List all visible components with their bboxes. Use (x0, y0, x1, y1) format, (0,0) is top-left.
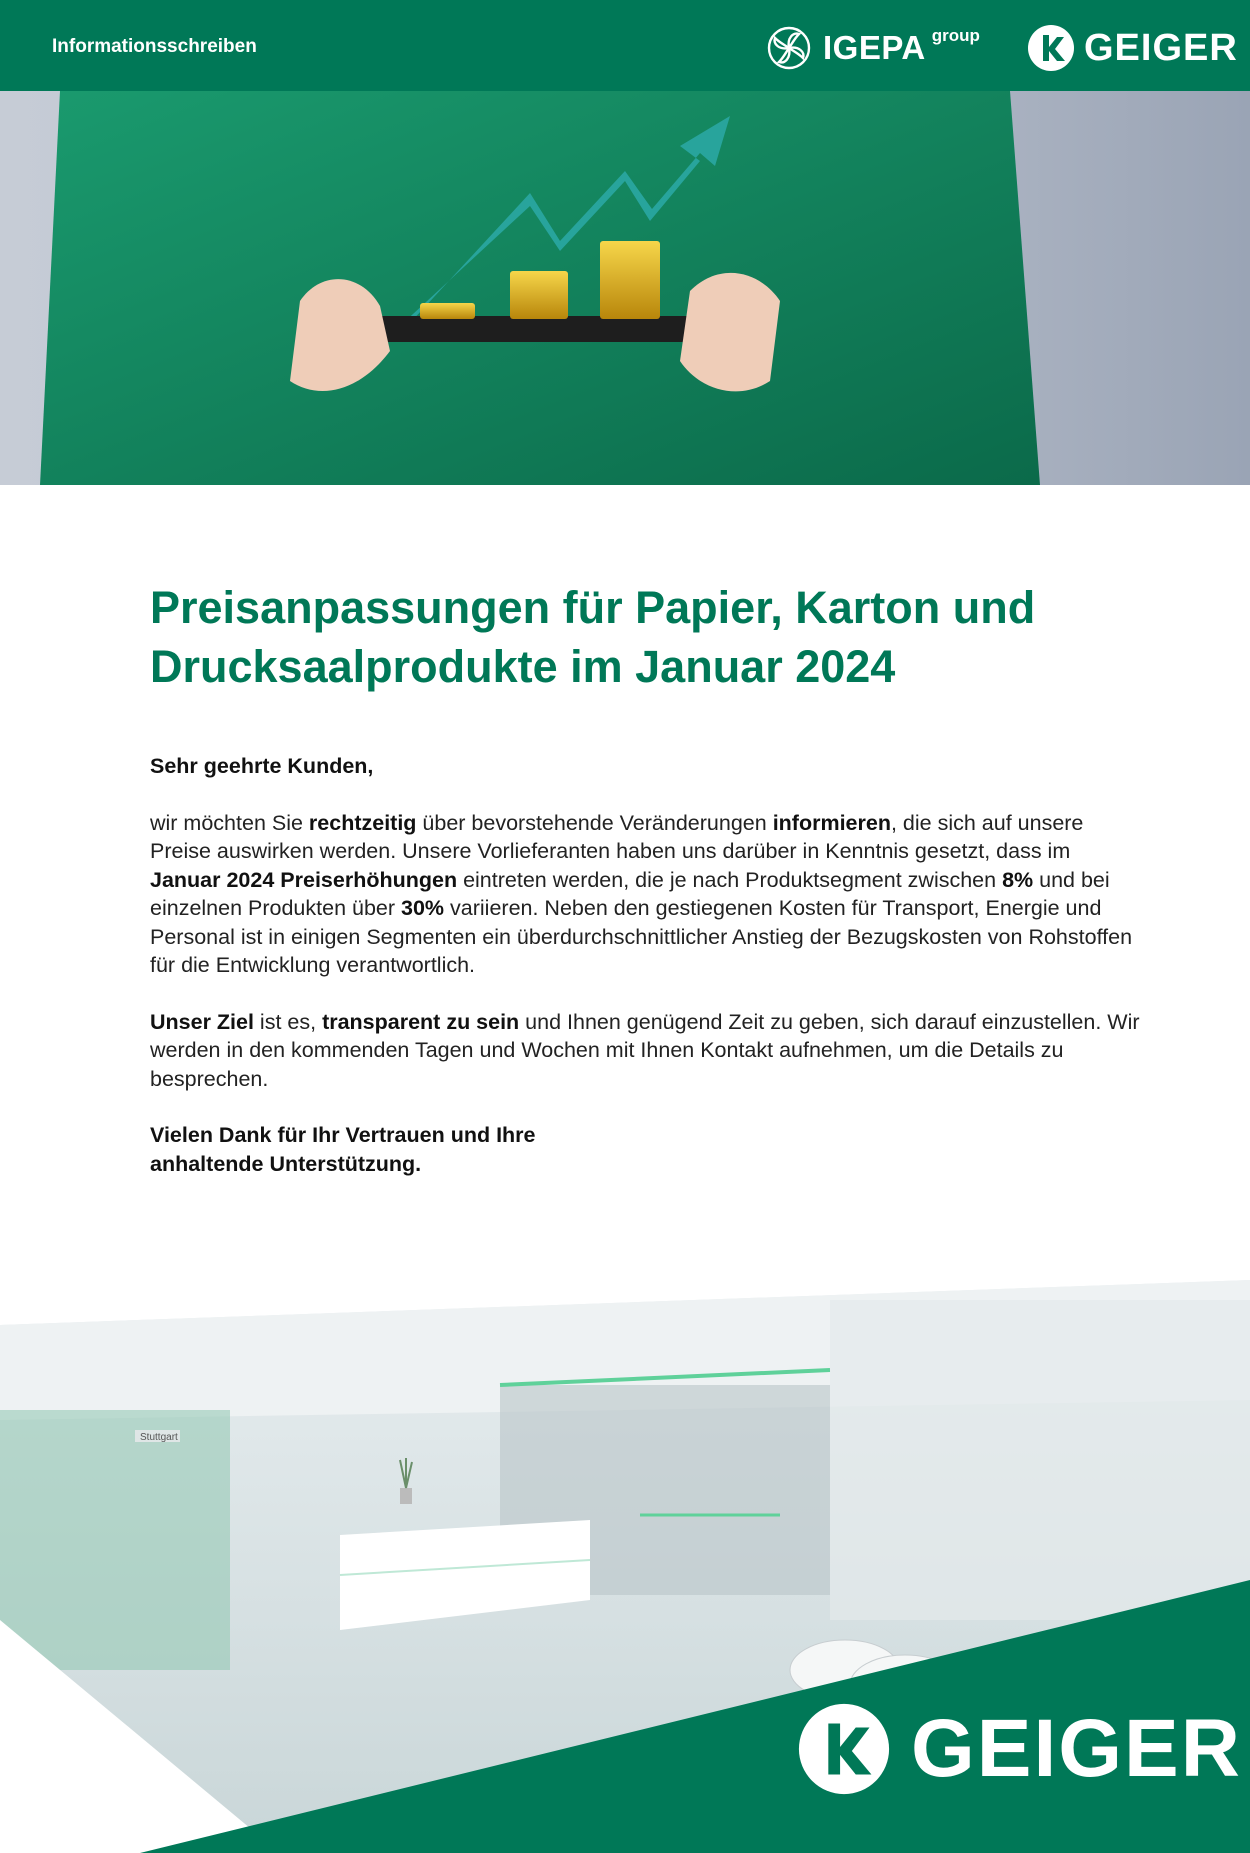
hero-image (0, 91, 1250, 485)
geiger-logo-footer (795, 1700, 1242, 1798)
stuttgart-sign: Stuttgart (140, 1432, 178, 1443)
greeting: Sehr geehrte Kunden, (150, 754, 374, 778)
geiger-mark-icon (1026, 23, 1076, 73)
igepa-flower-icon (765, 24, 813, 72)
hero-illustration (0, 91, 1250, 485)
geiger-logo-text: GEIGER (911, 1703, 1242, 1794)
geiger-mark-icon (795, 1700, 893, 1798)
paragraph-2: Unser Ziel ist es, transparent zu sein und Ihnen genügend Zeit zu geben, sich darauf einzustellen. Wir werden in den kommenden Tagen und Wochen mit Ihnen Kontakt aufnehmen, um die Details zu besprechen. (150, 1009, 1140, 1091)
document-type-label: Informationsschreiben (52, 36, 257, 57)
paragraph-1: wir möchten Sie rechtzeitig über bevorstehende Veränderungen informieren, die sich auf unsere Preise auswirken werden. Unsere Vorlieferanten haben uns darüber in Kenntnis gesetzt, dass im Januar 2024 Preiserhöhungen eintreten werden, die je nach Produktsegment zwischen 8% und bei einzelnen Produkten über 30% variieren. Neben den gestiegenen Kosten für Transport, Energie und Personal ist in einigen Segmenten ein überdurchschnittlicher Anstieg der Bezugskosten von Rohstoffen für die Entwicklung verantwortlich. (150, 810, 1133, 977)
header-bar (0, 0, 1250, 91)
igepa-logo-sup: group (931, 26, 980, 45)
closing: Vielen Dank für Ihr Vertrauen und Ihre anhaltende Unterstützung. (150, 1123, 536, 1176)
igepa-group-logo (765, 24, 980, 72)
geiger-logo-header (1026, 22, 1238, 74)
geiger-logo-text: GEIGER (1084, 26, 1238, 69)
igepa-logo-text: IGEPA (823, 29, 926, 66)
page-title: Preisanpassungen für Papier, Karton und Drucksaalprodukte im Januar 2024 (150, 582, 1036, 692)
letter-body (150, 752, 1140, 1206)
